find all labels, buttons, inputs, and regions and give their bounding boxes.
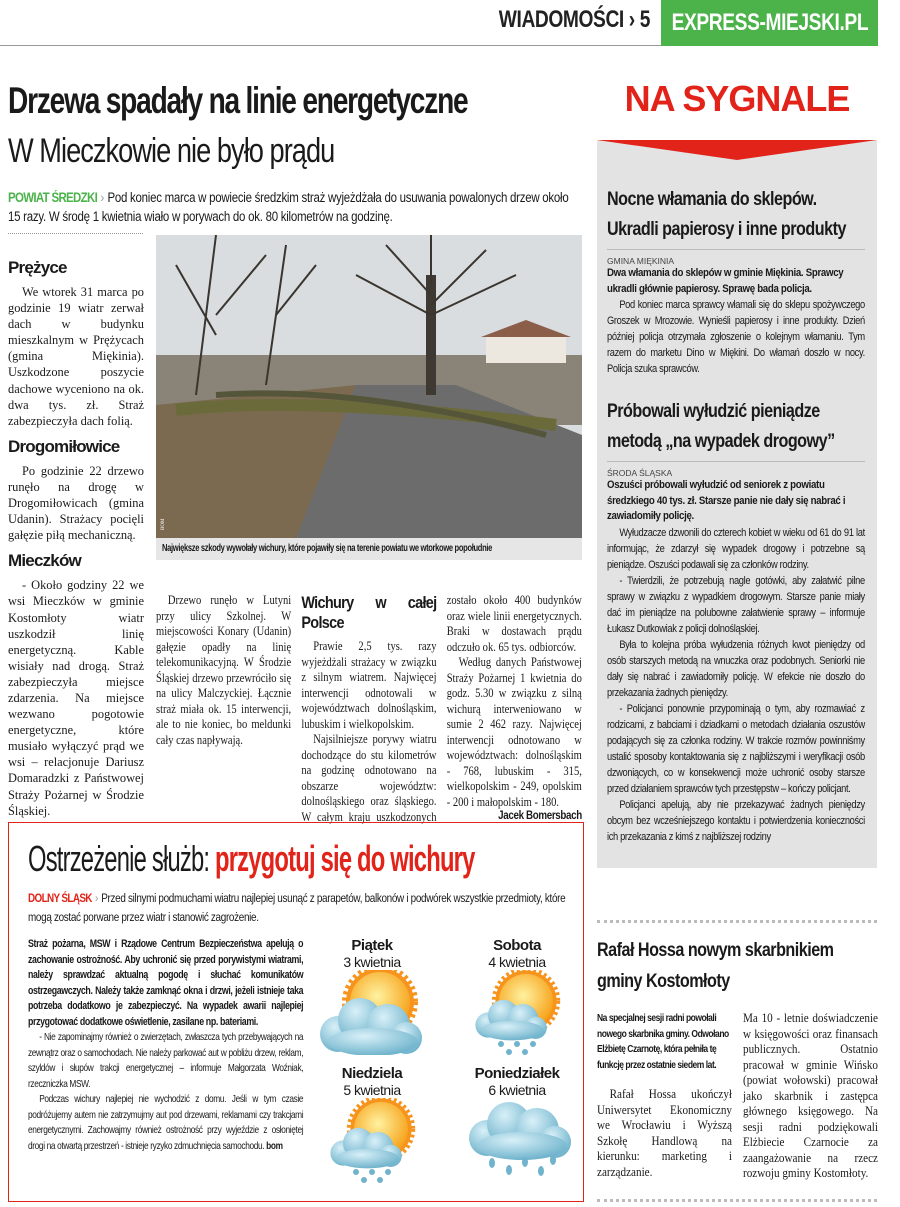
forecast-day bbox=[307, 937, 437, 1060]
bold-paragraph: Straż pożarna, MSW i Rządowe Centrum Bezpieczeństwa apelują o zachowanie ostrożność. Aby uchronić się przed porywistymi wiatrami, należy sprawdzać aktualną pogodę i słuchać komunikatów ostrzegawczych. Należy także zamknąć okna i drzwi, jeżeli istnieje taka potrzeba dodatkowo je zabezpieczyć. Na wypadek awarii najlepiej przygotować dodatkowe oświetlenie, zasilane np. bateriami. bbox=[28, 938, 304, 1028]
divider bbox=[8, 233, 143, 234]
hossa-article bbox=[597, 935, 877, 1182]
paragraph: Prawie 2,5 tys. razy wyjeżdżali strażacy w związku z silnym wiatrem. Najwięcej interwencji odnotowali w województwach dolnośląskim, lubuskim i wielkopolskim. bbox=[301, 639, 437, 731]
photo-credit: BOM bbox=[161, 518, 166, 530]
section-title: Wichury w całej Polsce bbox=[301, 593, 437, 632]
section-title: Prężyce bbox=[8, 258, 67, 277]
section-text: We wtorek 31 marca po godzinie 19 wiatr zerwał dach w budynku mieszkalnym w Prężycach (gmina Miękinia). Uszkodzone poszycie dachowe wyceniono na ok. dwa tys. zł. Straż zabezpieczyła dach folią. bbox=[8, 285, 144, 428]
divider bbox=[597, 920, 877, 923]
paragraph: Rafał Hossa ukończył Uniwersytet Ekonomiczny we Wrocławiu i Wyższą Szkołę Handlową na kierunku: marketing i zarządzanie. bbox=[597, 1087, 732, 1179]
forecast-day-name: Poniedziałek bbox=[474, 1065, 560, 1082]
sun-cloud-icon bbox=[317, 970, 427, 1055]
site-logo[interactable] bbox=[661, 0, 878, 46]
paragraph: - Policjanci ponownie przypominają o tym, aby rozmawiać z rodzicami, z babciami i dziadkami o metodach działania oszustów podających się za członka rodziny. W trakcie rozmów powinniśmy ustalić sposoby kontaktowania się z najbliższymi i weryfikacji osób dzwoniących, co w konsekwencji może uchronić osoby starsze przed działaniem sprawców tych przestępstw – kończy policjant. bbox=[607, 702, 865, 795]
photo-caption bbox=[156, 538, 582, 560]
photo-fallen-tree bbox=[156, 235, 582, 538]
article-title[interactable]: Nocne włamania do sklepów. Ukradli papierosy i inne produkty bbox=[607, 189, 846, 240]
sun-cloud-snow-icon bbox=[317, 1098, 427, 1183]
paragraph: Drzewo runęło w Lutyni przy ulicy Szkolnej. W miejscowości Konary (Udanin) gałęzie opadły na linię telekomunikacyjną. W Środzie Śląskiej drzewo przewróciło się na ulicy Malczyckiej. Łącznie straż miała ok. 15 interwencji, ale to nie koniec, bo meldunki cały czas napływają. bbox=[156, 593, 292, 747]
bottom-columns bbox=[156, 593, 582, 825]
warning-text bbox=[28, 937, 303, 1154]
forecast-date: 3 kwietnia bbox=[343, 954, 401, 970]
kicker: POWIAT ŚREDZKI bbox=[8, 190, 98, 205]
forecast-day-name: Piątek bbox=[351, 937, 393, 954]
article-lead: Dwa włamania do sklepów w gminie Miękinia. Sprawcy ukradli głównie papierosy. Sprawę bada policja. bbox=[607, 267, 844, 295]
sidebar-box bbox=[597, 140, 877, 868]
sidebar-article bbox=[607, 185, 865, 377]
warning-title: Ostrzeżenie służb: przygotuj się do wichury bbox=[28, 838, 475, 879]
paragraph: - Nie zapominajmy również o zwierzętach, zwłaszcza tych przebywających na zewnątrz oraz o samochodach. Nie należy parkować aut w pobliżu drzew, reklam, szyldów i słupów trakcji energetycznej – informuje Małgorzata Woźniak, rzeczniczka MSW. bbox=[28, 1032, 304, 1090]
forecast-day bbox=[307, 1065, 437, 1188]
paragraph: Wyłudzacze dzwonili do czterech kobiet w wieku od 61 do 91 lat informując, że zdarzył się wypadek drogowy i potrzebne są pieniądze. Oszuści podawali się za członków rodziny. bbox=[607, 526, 865, 571]
article-location: GMINA MIĘKINIA bbox=[607, 249, 865, 266]
author: Jacek Bomersbach bbox=[498, 810, 582, 822]
forecast-day-name: Niedziela bbox=[341, 1065, 403, 1082]
section-title: Mieczków bbox=[8, 551, 81, 571]
warning-lead: DOLNY ŚLĄSK › Przed silnymi podmuchami wiatru najlepiej usunąć z parapetów, balkonów i podwórek wszystkie przedmioty, które mogą zostać porwane przez wiatr i stanowić zagrożenie. bbox=[28, 891, 566, 924]
forecast-day bbox=[452, 1065, 582, 1188]
forecast-day bbox=[452, 937, 582, 1060]
sidebar-article bbox=[607, 397, 865, 845]
section-title: Drogomiłowice bbox=[8, 436, 120, 456]
left-column bbox=[8, 250, 144, 819]
kicker: DOLNY ŚLĄSK bbox=[28, 891, 92, 905]
lead-text: Pod koniec marca w powiecie średzkim straż wyjeżdżała do usuwania powalonych drzew około 15 razy. W środę 1 kwietnia wiało w porywach do ok. 80 kilometrów na godzinę. bbox=[8, 190, 569, 224]
section-text: Po godzinie 22 drzewo runęło na drogę w Drogomiłowicach (gmina Udanin). Strażacy pocięli gałęzie piłą mechaniczną. bbox=[8, 463, 144, 543]
forecast-date: 4 kwietnia bbox=[488, 954, 546, 970]
article-title[interactable]: Próbowali wyłudzić pieniądze metodą „na wypadek drogowy” bbox=[607, 401, 835, 452]
divider bbox=[597, 1199, 877, 1202]
article-lead: Oszuści próbowali wyłudzić od seniorek z powiatu średzkiego 40 tys. zł. Starsze panie nie dały się nabrać i zawiadomiły policję. bbox=[607, 479, 846, 522]
paragraph: - Twierdzili, że potrzebują nagle gotówki, aby załatwić pilne sprawy w związku z wypadkiem drogowym. Starsze panie miały dać im pieniądze na polubowne załatwienie sprawy – informuje Łukasz Dutkowiak z policji dolnośląskiej. bbox=[607, 574, 865, 635]
article-title[interactable]: Rafał Hossa nowym skarbnikiem gminy Kostomłoty bbox=[597, 940, 834, 992]
lead: POWIAT ŚREDZKI › Pod koniec marca w powiecie średzkim straż wyjeżdżała do usuwania powalonych drzew około 15 razy. W środę 1 kwietnia wiało w porywach do ok. 80 kilometrów na godzinę. bbox=[8, 190, 569, 224]
paragraph: Według danych Państwowej Straży Pożarnej 1 kwietnia do godz. 5.30 w związku z silną wichurą interweniowano w sumie 2 462 razy. Najwięcej interwencji odnotowano w województwach: dolnośląskim - 768, lubuskim - 315, wielkopolskim - 249, opolskim - 200 i małopolskim - 180. bbox=[446, 655, 582, 809]
forecast-day-name: Sobota bbox=[493, 937, 541, 954]
paragraph: Podczas wichury najlepiej nie wychodzić z domu. Jeśli w tym czasie podróżujemy autem nie zatrzymujmy aut pod drzewami, reklamami czy trakcjami energetycznymi. Zachowajmy również ostrożność przy wyjeździe z osłoniętej drogi na otwartą przestrzeń - istnieje ryzyko zdmuchnięcia samochodu. bom bbox=[28, 1094, 304, 1152]
section-text: - Około godziny 22 we wsi Mieczków w gminie Kostomłoty wiatr uszkodził linię energetyczną. Kable wisiały nad drogą. Straż zabezpieczyła miejsce zdarzenia. Na miejsce wezwano pogotowie energetyczne, które musiało wyłączyć prąd we wsi – relacjonuje Dariusz Domaradzki z Państwowej Straży Pożarnej w Środzie Śląskiej. bbox=[8, 578, 144, 818]
article-lead: Na specjalnej sesji radni powołali nowego skarbnika gminy. Odwołano Elżbietę Czarnotę, która pełniła tę funkcję przez ostatnie siedem lat. bbox=[597, 1013, 729, 1071]
rain-cloud-icon bbox=[462, 1098, 572, 1183]
article-location: ŚRODA ŚLĄSKA bbox=[607, 461, 865, 478]
subheadline: W Mieczkowie nie było prądu bbox=[8, 132, 335, 170]
section-page-label: WIADOMOŚCI › 5 bbox=[498, 6, 650, 33]
paragraph: Pod koniec marca sprawcy włamali się do sklepu spożywczego Groszek w Mrozowie. Wynieśli papierosy i inne produkty. Dzień później policja otrzymała zgłoszenie o kolejnym włamaniu. Tym razem do marketu Dino w Miękini. Do włamań doszło w nocy. Policja szuka sprawców. bbox=[607, 299, 865, 375]
forecast-date: 6 kwietnia bbox=[488, 1082, 546, 1098]
sidebar-title: NA SYGNALE bbox=[624, 78, 850, 119]
paragraph: Była to kolejna próba wyłudzenia różnych kwot pieniędzy od osób starszych metodą na wnuczka oraz podobnych. Seniorki nie dały się nabrać i zawiadomiły policję. W efekcie nie doszło do przekazania żadnych pieniędzy. bbox=[607, 638, 865, 699]
site-logo-text: EXPRESS-MIEJSKI.PL bbox=[671, 9, 868, 36]
signature: bom bbox=[266, 1140, 283, 1152]
forecast-date: 5 kwietnia bbox=[343, 1082, 401, 1098]
headline: Drzewa spadały na linie energetyczne bbox=[8, 80, 468, 121]
paragraph: Ma 10 - letnie doświadczenie w księgowości oraz finansach publicznych. Ostatnio pracował w gminie Wińsko (powiat wołowski) pracował jako skarbnik i zastępca głównego księgowego. Na sesji radni podziękowali Elżbiecie Czarnocie za zaangażowanie na rzecz rozwoju gminy Kostomłoty. bbox=[743, 1011, 878, 1180]
sun-cloud-snow-icon bbox=[462, 970, 572, 1055]
photo-caption-text: Największe szkody wywołały wichury, które pojawiły się na terenie powiatu we wtorkowe popołudnie bbox=[162, 542, 493, 554]
paragraph: Najsilniejsze porywy wiatru dochodzące do stu kilometrów na godzinę odnotowano na obszarze województw: dolnośląskiego oraz śląskiego. W całym kraju uszkodzonych zostało około 400 budynków oraz wiele linii energetycznych. Braki w dostawach prądu odczuło ok. 65 tys. odbiorców. bbox=[301, 593, 582, 824]
hossa-col-1 bbox=[597, 1011, 732, 1182]
divider bbox=[0, 45, 661, 46]
paragraph: Policjanci apelują, aby nie przekazywać żadnych pieniędzy obcym bez wcześniejszego kontaktu i potwierdzenia konieczności ich przekazania z kimś z najbliższej rodziny bbox=[607, 798, 865, 843]
red-triangle-decoration bbox=[597, 140, 877, 160]
hossa-col-2 bbox=[743, 1011, 878, 1182]
